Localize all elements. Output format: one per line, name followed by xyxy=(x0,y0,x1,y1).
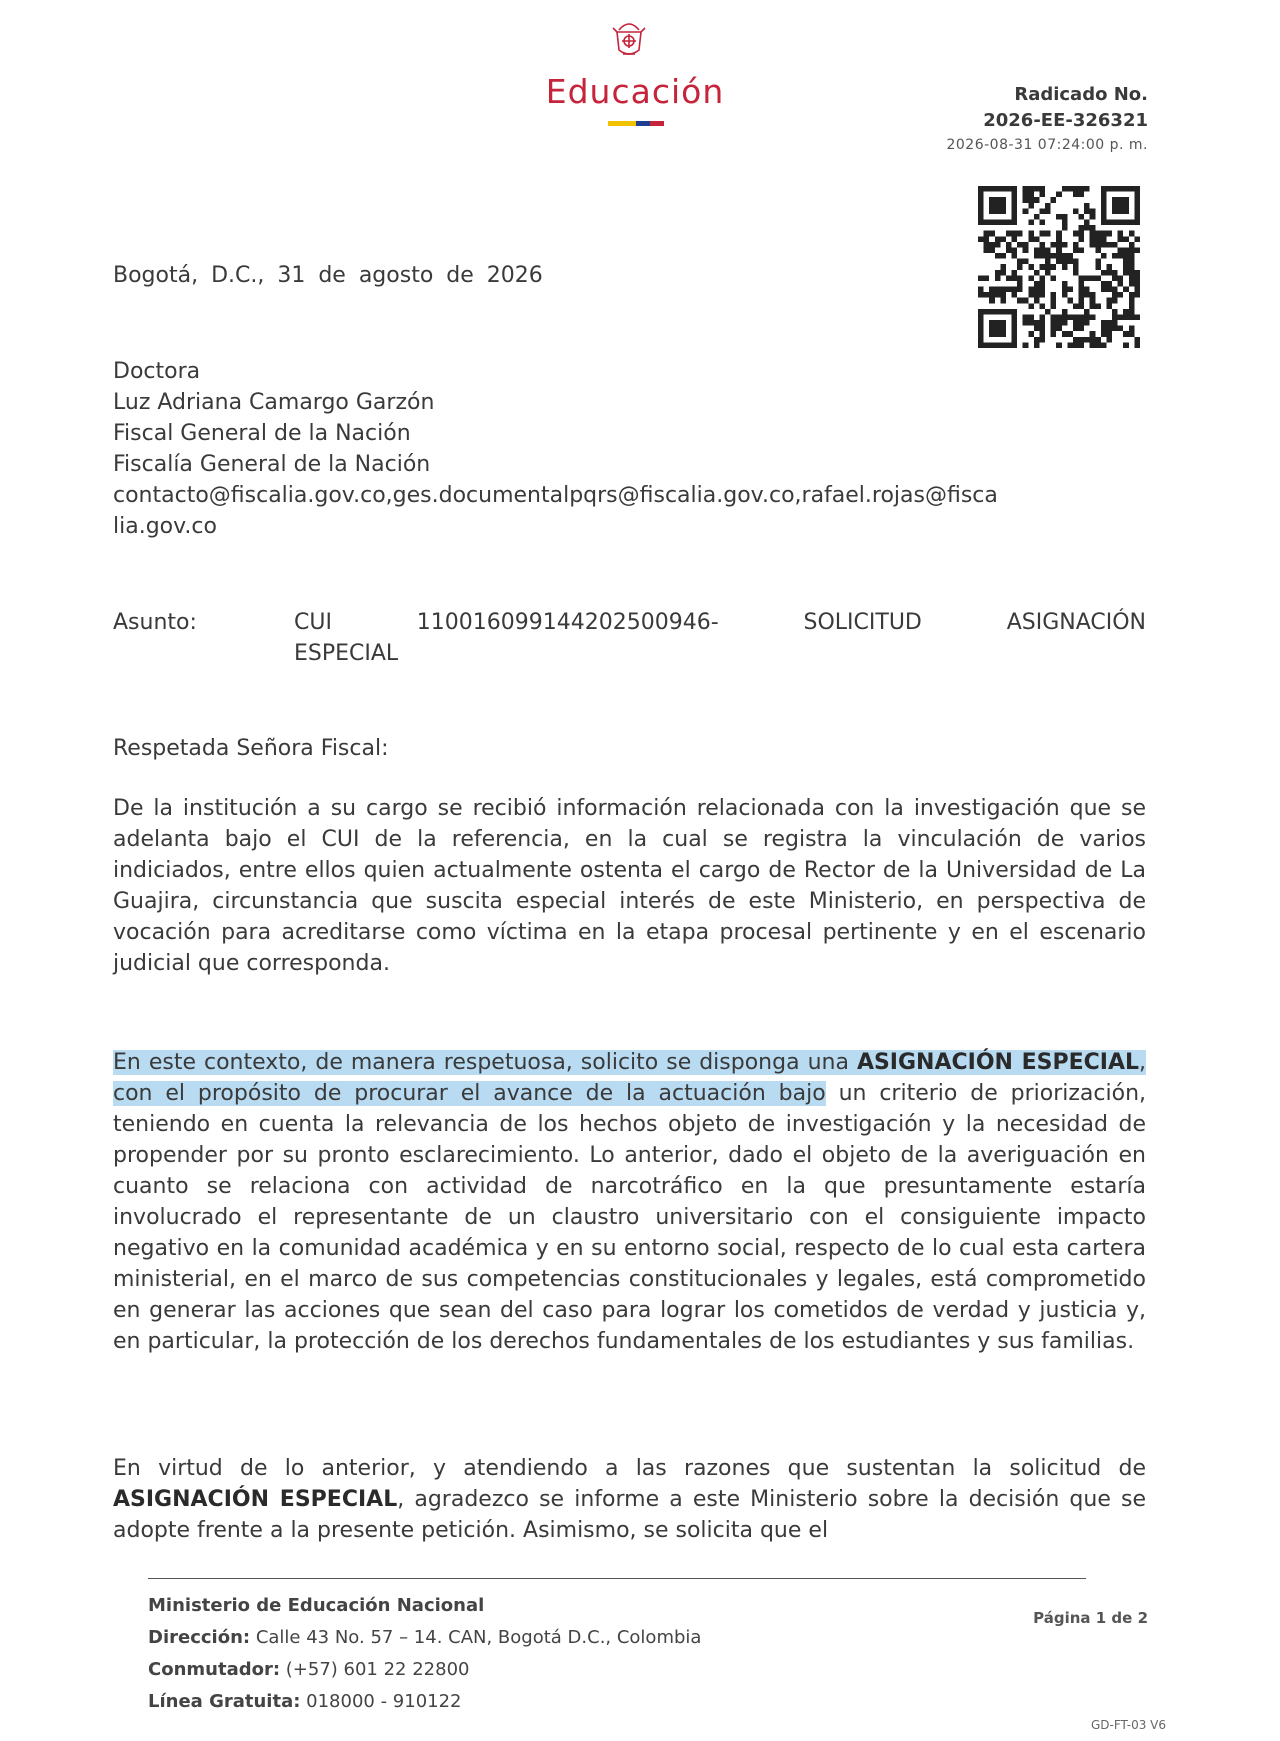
recipient-position: Fiscal General de la Nación xyxy=(113,421,411,446)
radicado-label: Radicado No. xyxy=(1014,84,1148,105)
bold-asignacion-especial: ASIGNACIÓN ESPECIAL xyxy=(856,1050,1139,1075)
footer-free-line: Línea Gratuita: 018000 - 910122 xyxy=(148,1691,462,1712)
recipient-emails: contacto@fiscalia.gov.co,ges.documentalpqrs@fiscalia.gov.co,rafael.rojas@fisca xyxy=(113,483,998,508)
body-paragraph-3: En virtud de lo anterior, y atendiendo a las razones que sustentan la solicitud de ASIGNACIÓN ESPECIAL, agradezco se informe a este Ministerio sobre la decisión que se adopte frente a la presente petición. Asimismo, se solicita que el xyxy=(113,1456,1147,1543)
footer-divider xyxy=(148,1578,1086,1579)
subject-text xyxy=(294,607,1146,669)
logo-text: Educación xyxy=(545,72,725,111)
body-paragraph-1: De la institución a su cargo se recibió información relacionada con la investigación que se adelanta bajo el CUI de la referencia, en la cual se registra la vinculación de varios indiciados, entre ellos quien actualmente ostenta el cargo de Rector de la Universidad de La Guajira, circunstancia que suscita especial interés de este Ministerio, en perspectiva de vocación para acreditarse como víctima en la etapa procesal pertinente y en el escenario judicial que corresponda. xyxy=(113,796,1146,976)
page-number: Página 1 de 2 xyxy=(1033,1609,1148,1627)
subject-cui-number: 110016099144202500946- xyxy=(416,610,719,635)
ministry-emblem-icon xyxy=(607,14,651,62)
subject-line2: ESPECIAL xyxy=(294,641,399,666)
radicado-timestamp: 2026-08-31 07:24:00 p. m. xyxy=(946,137,1148,153)
body-paragraph-2: En este contexto, de manera respetuosa, solicito se disponga una ASIGNACIÓN ESPECIAL, con el propósito de procurar el avance de la actuación bajo un criterio de priorización, teniendo en cuenta la relevancia de los hechos objeto de investigación y la necesidad de propender por su pronto esclarecimiento. Lo anterior, dado el objeto de la averiguación en cuanto se relaciona con actividad de narcotráfico en la que presuntamente estaría involucrado el representante de un claustro universitario con el consiguiente impacto negativo en la comunidad académica y en su entorno social, respecto de lo cual esta cartera ministerial, en el marco de sus competencias constitucionales y legales, está comprometido en generar las acciones que sean del caso para lograr los cometidos de verdad y justicia y, en particular, la protección de los derechos fundamentales de los estudiantes y sus familias. xyxy=(113,1050,1147,1354)
radicado-number: 2026-EE-326321 xyxy=(983,110,1148,131)
qr-code xyxy=(978,186,1140,348)
salutation: Respetada Señora Fiscal: xyxy=(113,736,389,761)
recipient-emails-continued: lia.gov.co xyxy=(113,514,217,539)
bold-asignacion-especial: ASIGNACIÓN ESPECIAL xyxy=(113,1487,398,1512)
city-date: Bogotá, D.C., 31 de agosto de 2026 xyxy=(113,263,543,288)
recipient-block xyxy=(113,356,1153,542)
recipient-title: Doctora xyxy=(113,359,201,384)
recipient-entity: Fiscalía General de la Nación xyxy=(113,452,431,477)
radicado-block xyxy=(946,82,1148,156)
footer-block xyxy=(148,1590,701,1718)
colombia-flag-stripe xyxy=(608,121,664,126)
subject-cui-label: CUI xyxy=(294,610,332,635)
highlighted-text: En este contexto, de manera respetuosa, solicito se disponga una ASIGNACIÓN ESPECIAL, con el propósito de procurar el avance de la actuación bajo xyxy=(113,1050,1146,1106)
footer-org: Ministerio de Educación Nacional xyxy=(148,1595,485,1616)
subject-word-asignacion: ASIGNACIÓN xyxy=(1006,610,1146,635)
footer-phone: Conmutador: (+57) 601 22 22800 xyxy=(148,1659,470,1680)
subject-label: Asunto: xyxy=(113,610,197,635)
recipient-name: Luz Adriana Camargo Garzón xyxy=(113,390,435,415)
subject-word-solicitud: SOLICITUD xyxy=(803,610,922,635)
footer-address: Dirección: Calle 43 No. 57 – 14. CAN, Bogotá D.C., Colombia xyxy=(148,1627,702,1648)
document-code: GD-FT-03 V6 xyxy=(1090,1718,1166,1732)
